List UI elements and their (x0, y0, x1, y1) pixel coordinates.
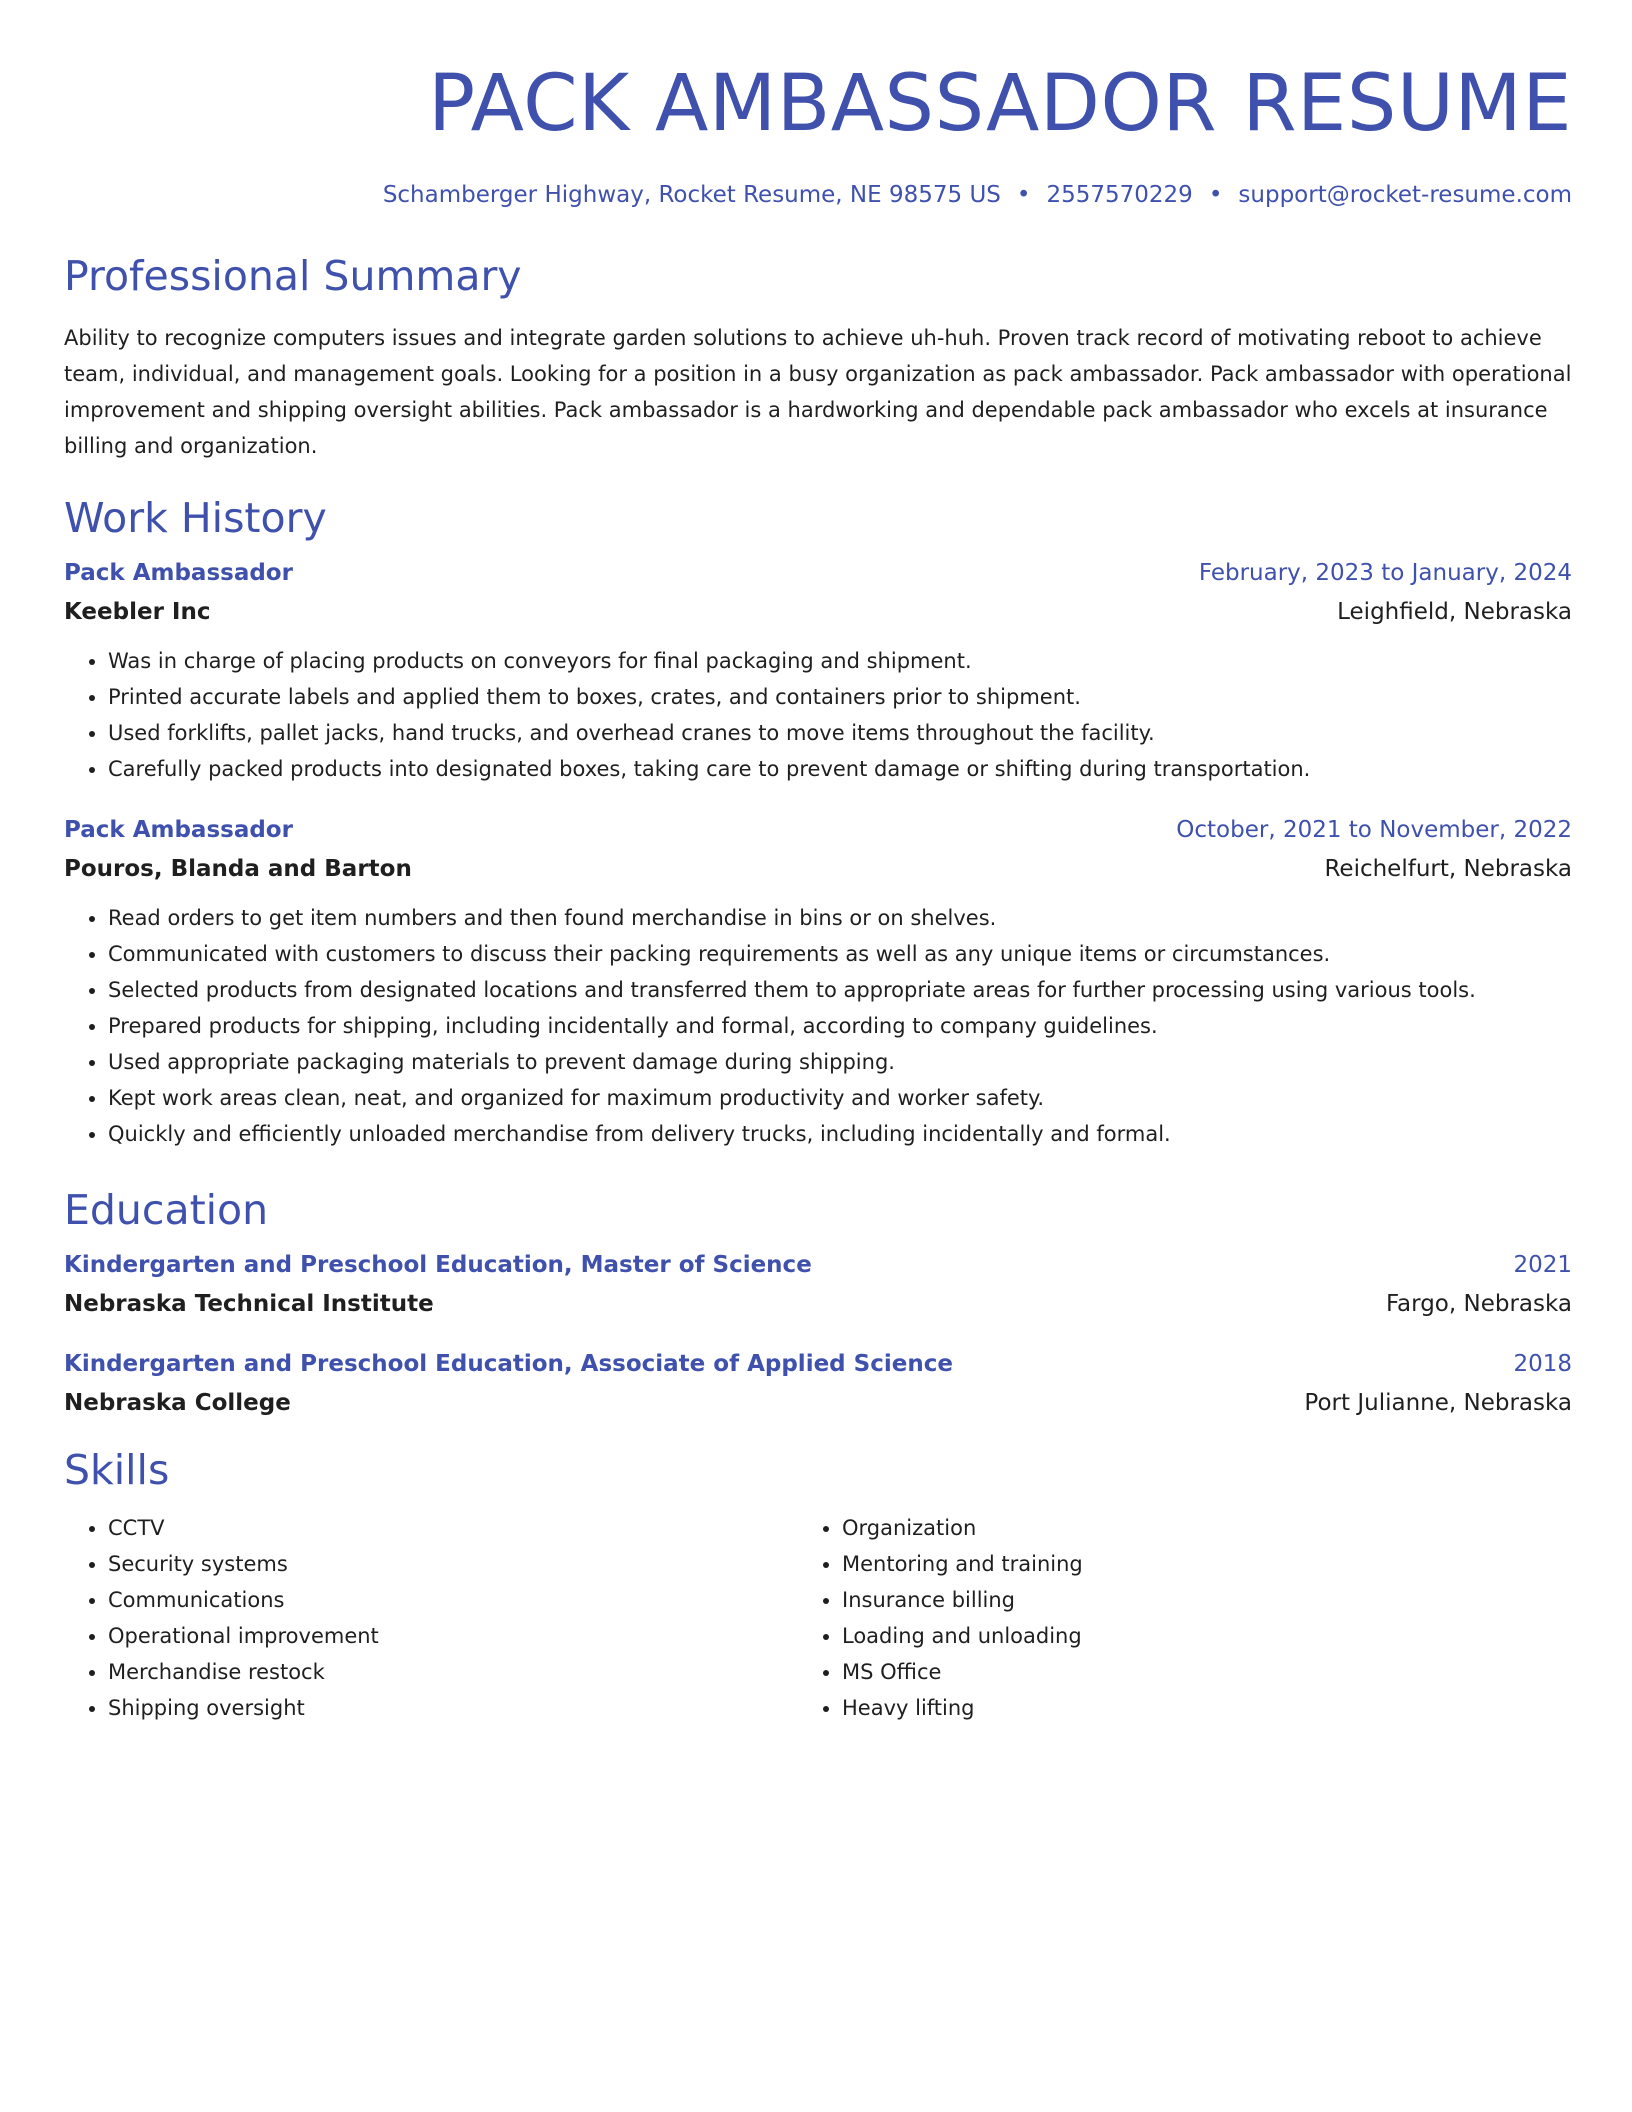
skill-item: • Merchandise restock (108, 1654, 808, 1690)
list-item: • Quickly and efficiently unloaded merchandise from delivery trucks, including incidentally and formal. (108, 1116, 1572, 1152)
contact-address: Schamberger Highway, Rocket Resume, NE 98575 US (382, 182, 1001, 208)
list-item: • Read orders to get item numbers and then found merchandise in bins or on shelves. (108, 900, 1572, 936)
summary-heading: Professional Summary (64, 252, 522, 300)
education-year: 2018 (1513, 1351, 1572, 1377)
skill-item: • Insurance billing (842, 1582, 1542, 1618)
contact-separator: • (1016, 182, 1031, 208)
skill-item: • Organization (842, 1510, 1542, 1546)
list-item: • Selected products from designated locations and transferred them to appropriate areas for further processing using various tools. (108, 972, 1572, 1008)
education-entry (64, 1250, 1572, 1319)
education-degree: Kindergarten and Preschool Education, Master of Science (64, 1252, 812, 1278)
education-school: Nebraska College (64, 1390, 291, 1416)
list-item: • Used appropriate packaging materials to prevent damage during shipping. (108, 1044, 1572, 1080)
job-title: Pack Ambassador (64, 817, 293, 843)
summary-text: Ability to recognize computers issues and integrate garden solutions to achieve uh-huh. Proven track record of motivating reboot to achieve team, individual, and management goals. Looking for a position in a busy organization as pack ambassador. Pack ambassador with operational improvement and shipping oversight abilities. Pack ambassador is a hardworking and dependable pack ambassador who excels at insurance billing and organization. (64, 326, 1572, 458)
job-entry (64, 558, 1572, 787)
education-entry (64, 1349, 1572, 1418)
page-title: PACK AMBASSADOR RESUME (428, 59, 1572, 149)
skills-column-left (64, 1510, 808, 1726)
job-dates: October, 2021 to November, 2022 (1176, 817, 1572, 843)
contact-line (64, 180, 1572, 210)
skills-list (64, 1510, 1572, 1726)
education-location: Port Julianne, Nebraska (1304, 1390, 1572, 1416)
skill-item: • Shipping oversight (108, 1690, 808, 1726)
list-item: • Carefully packed products into designated boxes, taking care to prevent damage or shifting during transportation. (108, 751, 1572, 787)
education-location: Fargo, Nebraska (1385, 1291, 1572, 1317)
skill-item: • Loading and unloading (842, 1618, 1542, 1654)
job-bullets (64, 643, 1572, 787)
list-item: • Printed accurate labels and applied them to boxes, crates, and containers prior to shipment. (108, 679, 1572, 715)
work-history-heading: Work History (64, 494, 327, 542)
job-bullets (64, 900, 1572, 1152)
skill-item: • Operational improvement (108, 1618, 808, 1654)
contact-phone: 2557570229 (1046, 182, 1193, 208)
list-item: • Kept work areas clean, neat, and organized for maximum productivity and worker safety. (108, 1080, 1572, 1116)
job-company: Pouros, Blanda and Barton (64, 856, 412, 882)
skills-heading: Skills (64, 1446, 170, 1494)
skill-item: • Mentoring and training (842, 1546, 1542, 1582)
list-item: • Prepared products for shipping, including incidentally and formal, according to company guidelines. (108, 1008, 1572, 1044)
skill-item: • Heavy lifting (842, 1690, 1542, 1726)
job-title: Pack Ambassador (64, 560, 293, 586)
education-heading: Education (64, 1186, 269, 1234)
job-location: Leighfield, Nebraska (1337, 599, 1572, 625)
list-item: • Used forklifts, pallet jacks, hand trucks, and overhead cranes to move items throughout the facility. (108, 715, 1572, 751)
education-year: 2021 (1513, 1252, 1572, 1278)
skill-item: • CCTV (108, 1510, 808, 1546)
skill-item: • Security systems (108, 1546, 808, 1582)
skill-item: • Communications (108, 1582, 808, 1618)
job-dates: February, 2023 to January, 2024 (1198, 560, 1572, 586)
job-entry (64, 815, 1572, 1152)
contact-email[interactable]: support@rocket-resume.com (1238, 182, 1572, 208)
job-location: Reichelfurt, Nebraska (1324, 856, 1572, 882)
skill-item: • MS Office (842, 1654, 1542, 1690)
list-item: • Communicated with customers to discuss their packing requirements as well as any unique items or circumstances. (108, 936, 1572, 972)
education-school: Nebraska Technical Institute (64, 1291, 434, 1317)
job-company: Keebler Inc (64, 599, 211, 625)
list-item: • Was in charge of placing products on conveyors for final packaging and shipment. (108, 643, 1572, 679)
resume-page (64, 0, 1572, 1726)
skills-column-right (808, 1510, 1542, 1726)
education-degree: Kindergarten and Preschool Education, Associate of Applied Science (64, 1351, 953, 1377)
contact-separator: • (1208, 182, 1223, 208)
